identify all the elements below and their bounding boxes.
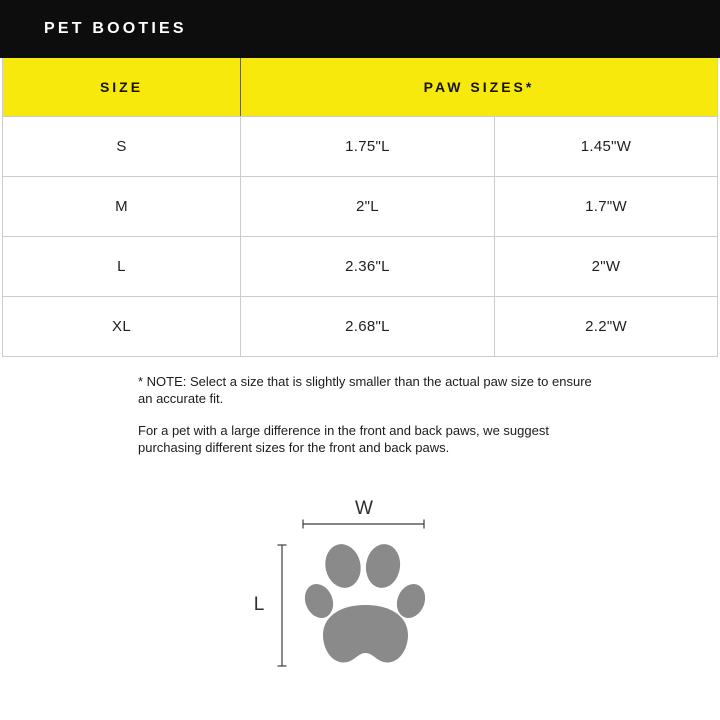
table-row-s <box>3 116 717 176</box>
size-value: M <box>3 177 241 236</box>
size-table <box>2 58 718 357</box>
length-measure-line <box>278 545 287 666</box>
table-row-m <box>3 176 717 236</box>
note-sizing-fit <box>138 374 592 407</box>
column-header-size: SIZE <box>3 58 241 116</box>
note-line: * NOTE: Select a size that is slightly smaller than the actual paw size to ensure <box>138 374 592 389</box>
paw-length-value: 2.68"L <box>241 297 495 356</box>
note-line: For a pet with a large difference in the front and back paws, we suggest <box>138 423 549 438</box>
length-label: L <box>253 594 265 615</box>
column-header-paw-sizes: PAW SIZES* <box>423 79 535 95</box>
paw-length-value: 1.75"L <box>241 117 495 176</box>
paw-measurement-diagram <box>240 488 490 718</box>
size-value: XL <box>3 297 241 356</box>
notes-block <box>138 374 592 456</box>
paw-length-value: 2.36"L <box>241 237 495 296</box>
page-title: PET BOOTIES <box>44 20 187 37</box>
table-header-row <box>3 58 717 116</box>
size-value: L <box>3 237 241 296</box>
paw-width-value: 2.2"W <box>585 318 627 335</box>
table-row-xl <box>3 296 717 356</box>
width-label: W <box>355 498 373 519</box>
note-paw-difference <box>138 423 592 456</box>
paw-print-icon <box>300 541 430 663</box>
width-measure-line <box>303 520 424 529</box>
paw-width-value: 2"W <box>591 258 621 275</box>
note-line: an accurate fit. <box>138 390 224 406</box>
paw-width-value: 1.7"W <box>585 198 627 215</box>
table-row-l <box>3 236 717 296</box>
paw-length-value: 2"L <box>241 177 495 236</box>
paw-width-value: 1.45"W <box>580 138 632 155</box>
size-value: S <box>3 117 241 176</box>
title-bar <box>0 0 720 58</box>
note-line: purchasing different sizes for the front and back paws. <box>138 439 450 455</box>
